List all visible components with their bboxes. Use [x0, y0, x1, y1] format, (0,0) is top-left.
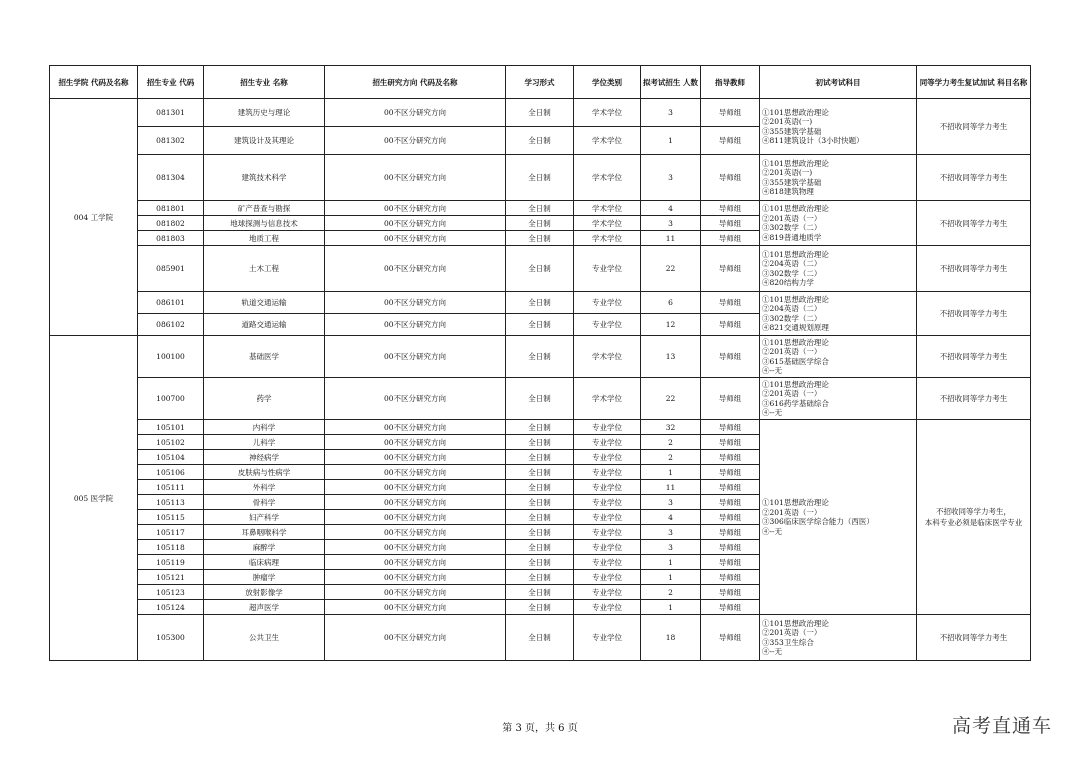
table-row	[50, 99, 1031, 127]
study-mode: 全日制	[506, 600, 574, 615]
exam-subjects: ①101思想政治理论 ②201英语（一） ③353卫生综合 ④--无	[760, 615, 917, 661]
degree-type: 专业学位	[574, 292, 641, 314]
study-mode: 全日制	[506, 99, 574, 127]
supervisor: 导师组	[701, 465, 760, 480]
table-row	[50, 155, 1031, 201]
degree-type: 学术学位	[574, 216, 641, 231]
exam-subjects: ①101思想政治理论 ②201英语(一) ③355建筑学基础 ④818建筑物理	[760, 155, 917, 201]
quota: 1	[641, 555, 701, 570]
major-name: 麻醉学	[204, 540, 325, 555]
degree-type: 学术学位	[574, 336, 641, 378]
exam-subjects: ①101思想政治理论 ②201英语(一) ③355建筑学基础 ④811建筑设计（3小时快题）	[760, 99, 917, 155]
major-code: 105117	[138, 525, 204, 540]
direction: 00不区分研究方向	[325, 435, 506, 450]
study-mode: 全日制	[506, 336, 574, 378]
study-mode: 全日制	[506, 231, 574, 246]
direction: 00不区分研究方向	[325, 585, 506, 600]
header-study-mode: 学习形式	[506, 66, 574, 99]
direction: 00不区分研究方向	[325, 600, 506, 615]
table-row	[50, 420, 1031, 435]
direction: 00不区分研究方向	[325, 615, 506, 661]
major-code: 105121	[138, 570, 204, 585]
direction: 00不区分研究方向	[325, 127, 506, 155]
supervisor: 导师组	[701, 495, 760, 510]
page-number: 第 3 页，共 6 页	[502, 723, 578, 734]
supervisor: 导师组	[701, 480, 760, 495]
major-code: 081301	[138, 99, 204, 127]
study-mode: 全日制	[506, 510, 574, 525]
supervisor: 导师组	[701, 292, 760, 314]
supervisor: 导师组	[701, 555, 760, 570]
degree-type: 专业学位	[574, 246, 641, 292]
direction: 00不区分研究方向	[325, 201, 506, 216]
study-mode: 全日制	[506, 450, 574, 465]
header-equivalent: 同等学力考生复试加试 科目名称	[917, 66, 1031, 99]
study-mode: 全日制	[506, 615, 574, 661]
degree-type: 专业学位	[574, 570, 641, 585]
study-mode: 全日制	[506, 292, 574, 314]
quota: 1	[641, 465, 701, 480]
quota: 32	[641, 420, 701, 435]
degree-type: 专业学位	[574, 465, 641, 480]
major-name: 轨道交通运输	[204, 292, 325, 314]
supervisor: 导师组	[701, 246, 760, 292]
direction: 00不区分研究方向	[325, 555, 506, 570]
quota: 1	[641, 600, 701, 615]
header-major-name: 招生专业 名称	[204, 66, 325, 99]
major-name: 神经病学	[204, 450, 325, 465]
major-name: 公共卫生	[204, 615, 325, 661]
major-name: 儿科学	[204, 435, 325, 450]
college-cell: 005 医学院	[50, 336, 138, 661]
major-name: 妇产科学	[204, 510, 325, 525]
study-mode: 全日制	[506, 127, 574, 155]
degree-type: 专业学位	[574, 555, 641, 570]
quota: 3	[641, 216, 701, 231]
quota: 2	[641, 450, 701, 465]
study-mode: 全日制	[506, 216, 574, 231]
quota: 1	[641, 127, 701, 155]
table-row	[50, 292, 1031, 314]
quota: 11	[641, 480, 701, 495]
major-name: 地质工程	[204, 231, 325, 246]
major-code: 081802	[138, 216, 204, 231]
equivalent-note: 不招收同等学力考生	[917, 246, 1031, 292]
supervisor: 导师组	[701, 450, 760, 465]
header-row	[50, 66, 1031, 99]
direction: 00不区分研究方向	[325, 450, 506, 465]
major-name: 基础医学	[204, 336, 325, 378]
study-mode: 全日制	[506, 555, 574, 570]
major-name: 肿瘤学	[204, 570, 325, 585]
supervisor: 导师组	[701, 420, 760, 435]
quota: 3	[641, 525, 701, 540]
major-name: 地球探测与信息技术	[204, 216, 325, 231]
enrollment-table	[49, 65, 1031, 661]
equivalent-note: 不招收同等学力考生	[917, 201, 1031, 246]
table-row	[50, 378, 1031, 420]
quota: 2	[641, 435, 701, 450]
study-mode: 全日制	[506, 525, 574, 540]
study-mode: 全日制	[506, 435, 574, 450]
quota: 12	[641, 314, 701, 336]
quota: 1	[641, 570, 701, 585]
study-mode: 全日制	[506, 314, 574, 336]
major-name: 建筑设计及其理论	[204, 127, 325, 155]
major-code: 100100	[138, 336, 204, 378]
degree-type: 专业学位	[574, 510, 641, 525]
direction: 00不区分研究方向	[325, 510, 506, 525]
degree-type: 学术学位	[574, 127, 641, 155]
direction: 00不区分研究方向	[325, 246, 506, 292]
direction: 00不区分研究方向	[325, 314, 506, 336]
direction: 00不区分研究方向	[325, 155, 506, 201]
quota: 18	[641, 615, 701, 661]
quota: 2	[641, 585, 701, 600]
exam-subjects: ①101思想政治理论 ②201英语（一） ③616药学基础综合 ④--无	[760, 378, 917, 420]
major-name: 骨科学	[204, 495, 325, 510]
major-code: 105118	[138, 540, 204, 555]
equivalent-note: 不招收同等学力考生	[917, 292, 1031, 336]
supervisor: 导师组	[701, 525, 760, 540]
major-code: 105102	[138, 435, 204, 450]
supervisor: 导师组	[701, 435, 760, 450]
degree-type: 学术学位	[574, 231, 641, 246]
table-row	[50, 336, 1031, 378]
major-code: 105111	[138, 480, 204, 495]
supervisor: 导师组	[701, 510, 760, 525]
exam-subjects: ①101思想政治理论 ②201英语（一） ③302数学（二） ④819普通地质学	[760, 201, 917, 246]
study-mode: 全日制	[506, 495, 574, 510]
degree-type: 学术学位	[574, 155, 641, 201]
direction: 00不区分研究方向	[325, 99, 506, 127]
study-mode: 全日制	[506, 420, 574, 435]
study-mode: 全日制	[506, 570, 574, 585]
equivalent-note: 不招收同等学力考生	[917, 155, 1031, 201]
degree-type: 专业学位	[574, 600, 641, 615]
major-code: 105115	[138, 510, 204, 525]
degree-type: 专业学位	[574, 540, 641, 555]
supervisor: 导师组	[701, 600, 760, 615]
study-mode: 全日制	[506, 540, 574, 555]
header-major-code: 招生专业 代码	[138, 66, 204, 99]
major-name: 矿产普查与勘探	[204, 201, 325, 216]
direction: 00不区分研究方向	[325, 292, 506, 314]
major-name: 皮肤病与性病学	[204, 465, 325, 480]
quota: 22	[641, 378, 701, 420]
quota: 3	[641, 495, 701, 510]
supervisor: 导师组	[701, 155, 760, 201]
degree-type: 专业学位	[574, 420, 641, 435]
direction: 00不区分研究方向	[325, 231, 506, 246]
major-name: 建筑技术科学	[204, 155, 325, 201]
supervisor: 导师组	[701, 216, 760, 231]
direction: 00不区分研究方向	[325, 480, 506, 495]
header-supervisor: 指导教师	[701, 66, 760, 99]
supervisor: 导师组	[701, 336, 760, 378]
study-mode: 全日制	[506, 465, 574, 480]
direction: 00不区分研究方向	[325, 495, 506, 510]
degree-type: 学术学位	[574, 378, 641, 420]
exam-subjects: ①101思想政治理论 ②204英语（二） ③302数学（二） ④821交通规划原理	[760, 292, 917, 336]
major-code: 105124	[138, 600, 204, 615]
equivalent-note: 不招收同等学力考生	[917, 336, 1031, 378]
degree-type: 专业学位	[574, 585, 641, 600]
major-name: 内科学	[204, 420, 325, 435]
supervisor: 导师组	[701, 570, 760, 585]
header-degree-type: 学位类别	[574, 66, 641, 99]
header-exam-subjects: 初试考试科目	[760, 66, 917, 99]
degree-type: 学术学位	[574, 201, 641, 216]
major-code: 100700	[138, 378, 204, 420]
quota: 6	[641, 292, 701, 314]
major-code: 105113	[138, 495, 204, 510]
study-mode: 全日制	[506, 378, 574, 420]
header-direction: 招生研究方向 代码及名称	[325, 66, 506, 99]
supervisor: 导师组	[701, 378, 760, 420]
major-code: 105119	[138, 555, 204, 570]
major-code: 081801	[138, 201, 204, 216]
exam-subjects: ①101思想政治理论 ②201英语（一） ③306临床医学综合能力（西医） ④--无	[760, 420, 917, 615]
table-row	[50, 201, 1031, 216]
major-name: 临床病理	[204, 555, 325, 570]
quota: 3	[641, 155, 701, 201]
exam-subjects: ①101思想政治理论 ②204英语（二） ③302数学（二） ④820结构力学	[760, 246, 917, 292]
equivalent-note: 不招收同等学力考生	[917, 615, 1031, 661]
major-code: 105106	[138, 465, 204, 480]
direction: 00不区分研究方向	[325, 336, 506, 378]
supervisor: 导师组	[701, 231, 760, 246]
equivalent-note: 不招收同等学力考生	[917, 99, 1031, 155]
direction: 00不区分研究方向	[325, 525, 506, 540]
major-name: 药学	[204, 378, 325, 420]
quota: 3	[641, 540, 701, 555]
direction: 00不区分研究方向	[325, 378, 506, 420]
direction: 00不区分研究方向	[325, 540, 506, 555]
supervisor: 导师组	[701, 540, 760, 555]
major-code: 081803	[138, 231, 204, 246]
major-name: 外科学	[204, 480, 325, 495]
major-code: 105101	[138, 420, 204, 435]
quota: 4	[641, 510, 701, 525]
degree-type: 专业学位	[574, 314, 641, 336]
header-quota: 拟考试招生 人数	[641, 66, 701, 99]
equivalent-note: 不招收同等学力考生， 本科专业必须是临床医学专业	[917, 420, 1031, 615]
quota: 13	[641, 336, 701, 378]
major-code: 105300	[138, 615, 204, 661]
direction: 00不区分研究方向	[325, 570, 506, 585]
quota: 22	[641, 246, 701, 292]
degree-type: 专业学位	[574, 435, 641, 450]
major-code: 086101	[138, 292, 204, 314]
major-code: 105123	[138, 585, 204, 600]
study-mode: 全日制	[506, 246, 574, 292]
direction: 00不区分研究方向	[325, 216, 506, 231]
supervisor: 导师组	[701, 99, 760, 127]
major-name: 超声医学	[204, 600, 325, 615]
degree-type: 专业学位	[574, 480, 641, 495]
supervisor: 导师组	[701, 314, 760, 336]
exam-subjects: ①101思想政治理论 ②201英语（一） ③615基础医学综合 ④--无	[760, 336, 917, 378]
major-code: 086102	[138, 314, 204, 336]
college-cell: 004 工学院	[50, 99, 138, 336]
major-name: 土木工程	[204, 246, 325, 292]
study-mode: 全日制	[506, 155, 574, 201]
major-code: 105104	[138, 450, 204, 465]
major-code: 085901	[138, 246, 204, 292]
degree-type: 专业学位	[574, 495, 641, 510]
quota: 11	[641, 231, 701, 246]
degree-type: 专业学位	[574, 450, 641, 465]
watermark-logo: 高考直通车	[951, 715, 1052, 737]
supervisor: 导师组	[701, 201, 760, 216]
major-code: 081302	[138, 127, 204, 155]
major-code: 081304	[138, 155, 204, 201]
equivalent-note: 不招收同等学力考生	[917, 378, 1031, 420]
degree-type: 学术学位	[574, 99, 641, 127]
study-mode: 全日制	[506, 585, 574, 600]
study-mode: 全日制	[506, 480, 574, 495]
major-name: 耳鼻咽喉科学	[204, 525, 325, 540]
major-name: 放射影像学	[204, 585, 325, 600]
supervisor: 导师组	[701, 127, 760, 155]
table-row	[50, 246, 1031, 292]
table-row	[50, 615, 1031, 661]
study-mode: 全日制	[506, 201, 574, 216]
header-college: 招生学院 代码及名称	[50, 66, 138, 99]
direction: 00不区分研究方向	[325, 420, 506, 435]
major-name: 道路交通运输	[204, 314, 325, 336]
quota: 4	[641, 201, 701, 216]
degree-type: 专业学位	[574, 525, 641, 540]
quota: 3	[641, 99, 701, 127]
supervisor: 导师组	[701, 585, 760, 600]
degree-type: 专业学位	[574, 615, 641, 661]
direction: 00不区分研究方向	[325, 465, 506, 480]
major-name: 建筑历史与理论	[204, 99, 325, 127]
supervisor: 导师组	[701, 615, 760, 661]
